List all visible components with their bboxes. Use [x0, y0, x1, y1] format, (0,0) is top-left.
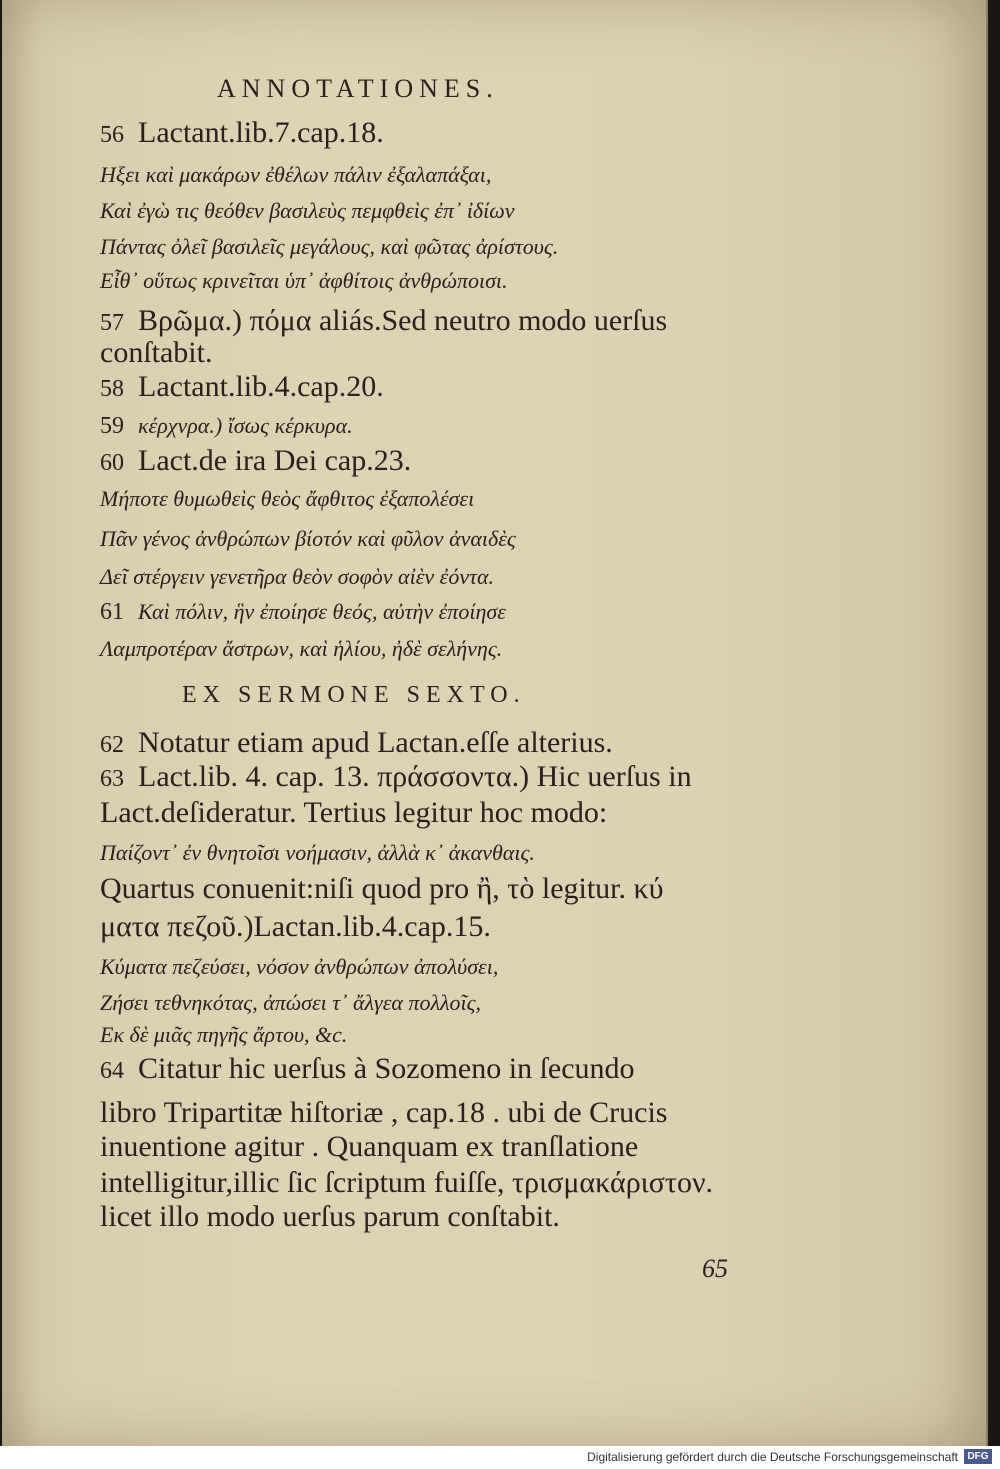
text-line: licet illo modo uerſus parum conſtabit. [100, 1200, 560, 1233]
text-line [100, 306, 667, 336]
note-number: 60 [100, 450, 124, 476]
greek-line: Δεῖ στέργειν γενετῆρα θεὸν σοφὸν αἰὲν ἐόντα. [100, 564, 495, 589]
text-line [100, 600, 506, 624]
running-head: ANNOTATIONES. [217, 74, 499, 103]
note-number: 62 [100, 732, 124, 758]
line-text: κέρχνρα.) ἴσως κέρκυρα. [138, 413, 353, 438]
folded-corner [946, 0, 972, 26]
greek-line: Λαμπροτέραν ἄστρων, καὶ ἡλίου, ἠδὲ σελήνης. [100, 636, 503, 661]
line-text: Καὶ πόλιν, ἣν ἐποίησε θεός, αὐτὴν ἐποίησε [138, 599, 506, 624]
funding-notice: Digitalisierung gefördert durch die Deutsche Forschungsgemeinschaft [587, 1450, 958, 1464]
text-line [100, 372, 384, 402]
text-line [100, 414, 353, 438]
text-line: Quartus conuenit:niſi quod pro ἢ, τὸ legitur. κύ [100, 872, 664, 905]
line-text: Lact.de ira Dei cap.23. [138, 444, 412, 477]
greek-line: Πᾶν γένος ἀνθρώπων βίοτόν καὶ φῦλον ἀναιδὲς [100, 526, 516, 551]
note-number: 61 [100, 599, 124, 625]
note-number: 63 [100, 766, 124, 792]
note-number: 58 [100, 376, 124, 402]
line-text: Notatur etiam apud Lactan.eſſe alterius. [138, 726, 613, 759]
greek-line: Παίζοντ᾽ ἐν θνητοῖσι νοήμασιν, ἀλλὰ κ᾽ ἀκανθαις. [100, 840, 535, 865]
section-heading: EX SERMONE SEXTO. [182, 682, 526, 708]
greek-line: Καὶ ἐγὼ τις θεόθεν βασιλεὺς πεμφθεὶς ἐπ᾽ ἰδίων [100, 198, 515, 223]
greek-line: Ζήσει τεθνηκότας, ἀπώσει τ᾽ ἄλγεα πολλοῖς, [100, 990, 482, 1015]
text-line: libro Tripartitæ hiſtoriæ , cap.18 . ubi de Crucis [100, 1096, 668, 1129]
footer-bar [0, 1446, 1000, 1469]
note-number: 59 [100, 413, 124, 439]
greek-line: Εἶθ᾽ οὕτως κρινεῖται ὑπ᾽ ἀφθίτοις ἀνθρώποισι. [100, 268, 508, 293]
page-number: 65 [702, 1254, 728, 1283]
text-line [100, 728, 613, 758]
line-text: Lactant.lib.7.cap.18. [138, 116, 384, 149]
text-line [100, 762, 692, 792]
line-text: Lact.lib. 4. cap. 13. πράσσοντα.) Hic uerſus in [138, 760, 692, 793]
greek-line: Κύματα πεζεύσει, νόσον ἀνθρώπων ἀπολύσει, [100, 954, 499, 979]
text-line [100, 118, 384, 148]
note-number: 57 [100, 310, 124, 336]
dfg-logo: DFG [964, 1449, 992, 1464]
text-line: inuentione agitur . Quanquam ex tranſlatione [100, 1130, 639, 1163]
note-number: 56 [100, 122, 124, 148]
text-line: intelligitur,illic ſic ſcriptum fuiſſe, τρισμακάριστον. [100, 1166, 714, 1199]
note-number: 64 [100, 1058, 124, 1084]
line-text: Βρῶμα.) πόμα aliás.Sed neutro modo uerſus [138, 304, 668, 337]
line-text: Lactant.lib.4.cap.20. [138, 370, 384, 403]
text-line: ματα πεζοῦ.)Lactan.lib.4.cap.15. [100, 910, 491, 943]
book-page [2, 0, 988, 1446]
greek-line: Μήποτε θυμωθεὶς θεὸς ἄφθιτος ἐξαπολέσει [100, 486, 475, 511]
text-line: Lact.deſideratur. Tertius legitur hoc modo: [100, 796, 608, 829]
greek-line: Ηξει καὶ μακάρων ἐθέλων πάλιν ἐξαλαπάξαι, [100, 162, 492, 187]
greek-line: Εκ δὲ μιᾶς πηγῆς ἄρτου, &c. [100, 1022, 348, 1047]
greek-line: Πάντας ὀλεῖ βασιλεῖς μεγάλους, καὶ φῶτας ἀρίστους. [100, 234, 559, 259]
line-text: Citatur hic uerſus à Sozomeno in ſecundo [138, 1052, 635, 1085]
text-line [100, 446, 411, 476]
text-line [100, 1054, 635, 1084]
text-line: conſtabit. [100, 336, 213, 369]
